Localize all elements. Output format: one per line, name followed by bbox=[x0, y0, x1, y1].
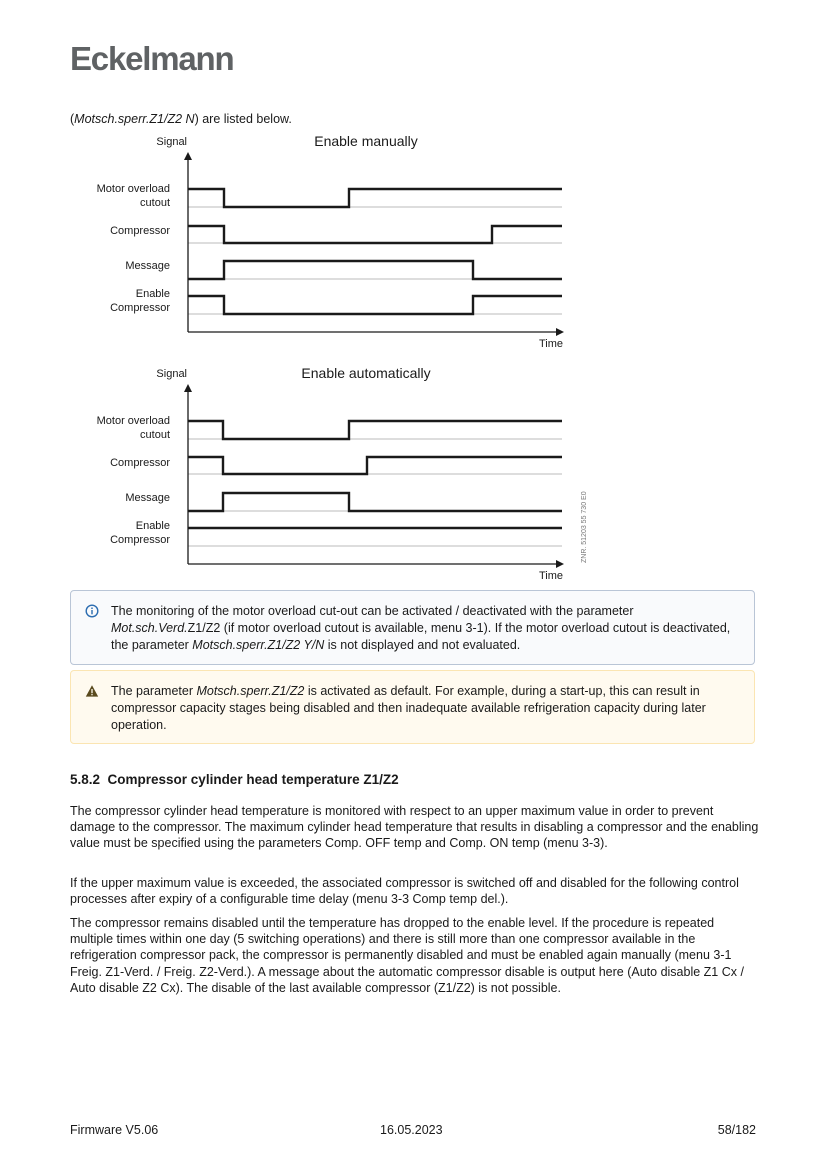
svg-text:cutout: cutout bbox=[140, 197, 170, 209]
x-axis-label: Time bbox=[538, 570, 563, 582]
intro-text: (Motsch.sperr.Z1/Z2 N) are listed below. bbox=[70, 112, 292, 126]
chart-title: Enable automatically bbox=[301, 365, 431, 381]
svg-text:cutout: cutout bbox=[140, 429, 170, 441]
parameter-name: Mot.sch.Verd. bbox=[111, 621, 188, 635]
company-logo: Eckelmann bbox=[70, 40, 234, 77]
parameter-name: Motsch.sperr.Z1/Z2 Y/N bbox=[192, 638, 325, 652]
svg-text:Enable: Enable bbox=[135, 288, 170, 300]
paragraph: The compressor remains disabled until the temperature has dropped to the enable level. If the procedure is repeated multiple times within one day (5 switching operations) and there is still more than one compressor available in the refrigeration compressor pack, the compressor is permanently disabled and must be enabled again manually (menu 3-1 Freig. Z1-Verd. / Freig. Z2-Verd.). A message about the automatic compressor disable is output here (Auto disable Z1 Cx / Auto disable Z2 Cx). The disable of the last available compressor (Z1/Z2) is not possible. bbox=[70, 916, 744, 995]
warning-note: The parameter Motsch.sperr.Z1/Z2 is activated as default. For example, during a start-up, this can result in compressor capacity stages being disabled and then inadequate available refrigeration capacity during later operation. bbox=[70, 670, 755, 744]
svg-text:Compressor: Compressor bbox=[110, 534, 170, 546]
footer-date: 16.05.2023 bbox=[380, 1123, 443, 1137]
paragraph: The compressor cylinder head temperature is monitored with respect to an upper maximum value in order to prevent damage to the compressor. The maximum cylinder head temperature that results in disabling a compressor and the enabling value must be specified using the parameters Comp. OFF temp and Comp. ON temp (menu 3-3). bbox=[70, 804, 759, 851]
paragraph: If the upper maximum value is exceeded, the associated compressor is switched off and disabled for the following control processes after expiry of a configurable time delay (menu 3-3 Comp temp del.). bbox=[70, 876, 739, 907]
chart-enable-automatically bbox=[97, 365, 588, 582]
footer-firmware: Firmware V5.06 bbox=[70, 1123, 159, 1137]
svg-text:Motor overload: Motor overload bbox=[96, 183, 170, 195]
svg-text:Message: Message bbox=[125, 492, 170, 504]
svg-text:Compressor: Compressor bbox=[110, 225, 170, 237]
parameter-name: Motsch.sperr.Z1/Z2 bbox=[196, 684, 305, 698]
y-axis-label: Signal bbox=[156, 136, 187, 148]
svg-text:Compressor: Compressor bbox=[110, 302, 170, 314]
footer-page-number: 58/182 bbox=[717, 1123, 756, 1137]
svg-text:Message: Message bbox=[125, 260, 170, 272]
x-axis-label: Time bbox=[538, 338, 563, 350]
warning-icon bbox=[85, 684, 99, 698]
y-axis-label: Signal bbox=[156, 368, 187, 380]
section-heading: 5.8.2 Compressor cylinder head temperature Z1/Z2 bbox=[70, 772, 399, 787]
svg-text:Compressor: Compressor bbox=[110, 457, 170, 469]
parameter-name: Motsch.sperr.Z1/Z2 N bbox=[74, 112, 195, 126]
chart-enable-manually bbox=[97, 133, 563, 350]
svg-text:Motor overload: Motor overload bbox=[96, 415, 170, 427]
drawing-number: ZNR. 51203 55 730 E0 bbox=[581, 491, 588, 563]
info-icon bbox=[85, 604, 99, 618]
svg-text:Enable: Enable bbox=[135, 520, 170, 532]
chart-title: Enable manually bbox=[314, 133, 418, 149]
info-note: The monitoring of the motor overload cut-out can be activated / deactivated with the parameter Mot.sch.Verd.Z1/Z2 (if motor overload cutout is available, menu 3-1). If the motor overload cutout is deactivated, the parameter Motsch.sperr.Z1/Z2 Y/N is not displayed and not evaluated. bbox=[70, 590, 755, 665]
